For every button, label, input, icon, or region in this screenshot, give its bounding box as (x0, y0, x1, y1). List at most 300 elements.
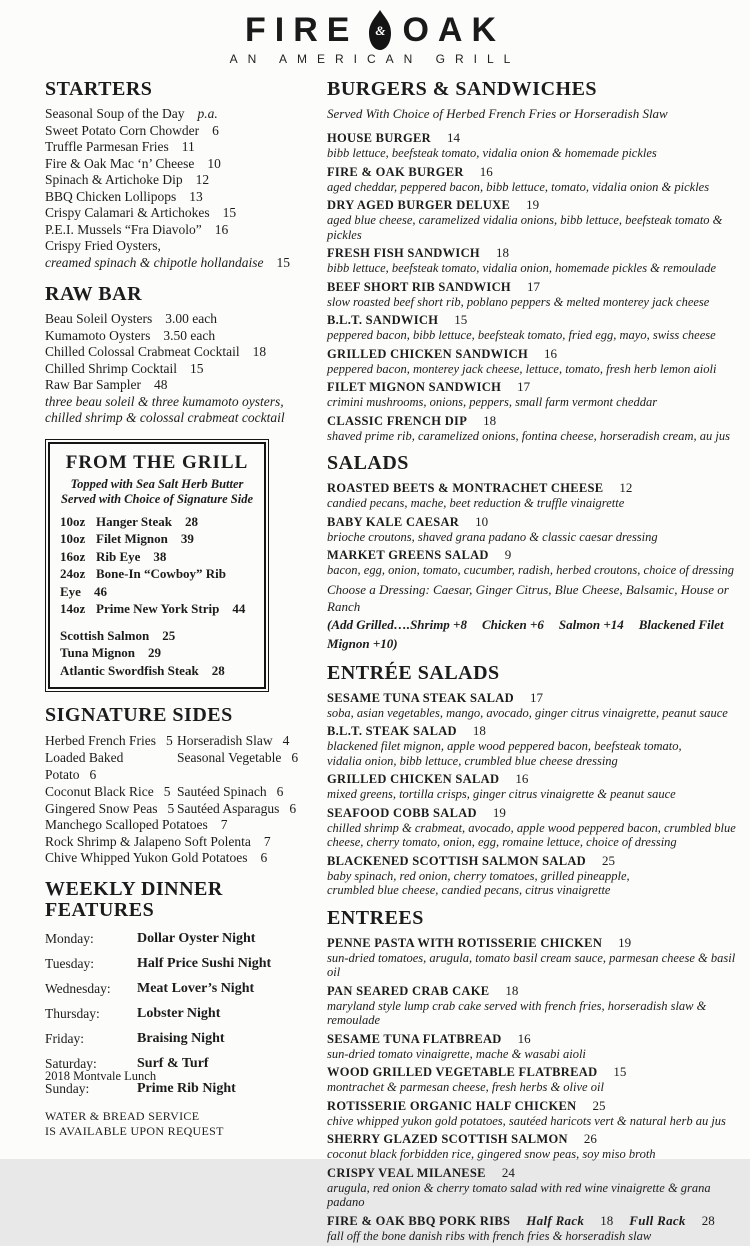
weekly-feature: Lobster Night (137, 1005, 221, 1021)
item-name-line (327, 547, 747, 563)
menu-item (327, 1098, 747, 1129)
full-rack-label: Full Rack (629, 1212, 686, 1228)
item-price: 28 (211, 662, 225, 678)
item-name: Truffle Parmesan Fries (45, 139, 169, 154)
item-price: 16 (214, 221, 229, 237)
sides-heading: SIGNATURE SIDES (45, 704, 233, 726)
item-name-line (327, 1165, 747, 1181)
right-column (327, 78, 747, 1246)
item-name: MARKET GREENS SALAD (327, 548, 489, 562)
service-note-line: IS AVAILABLE UPON REQUEST (45, 1123, 224, 1138)
item-desc: bacon, egg, onion, tomato, cucumber, radish, herbed croutons, choice of dressing (327, 563, 735, 577)
menu-item (45, 850, 315, 867)
menu-item (327, 197, 747, 242)
item-price: 14 (446, 130, 460, 145)
service-note-line: WATER & BREAD SERVICE (45, 1108, 200, 1123)
full-rack-price: 28 (701, 1212, 715, 1228)
menu-item (45, 311, 315, 328)
menu-item (45, 377, 315, 394)
menu-item-ribs (327, 1213, 747, 1244)
item-price: 16 (517, 1030, 531, 1046)
item-name-line (327, 690, 747, 706)
item-price: 16 (543, 345, 557, 361)
item-price: 5 (165, 733, 173, 748)
item-price: 12 (619, 480, 633, 495)
item-price: 4 (282, 733, 290, 748)
weekly-feature: Half Price Sushi Night (137, 955, 272, 971)
logo-subtitle: AN AMERICAN GRILL (229, 52, 521, 66)
side-pair (45, 800, 177, 817)
logo-word-fire: FIRE (244, 10, 359, 49)
item-price: 10 (475, 513, 489, 529)
item-desc: soba, asian vegetables, mango, avocado, ginger citrus vinaigrette, peanut sauce (327, 705, 728, 720)
restaurant-logo (0, 10, 750, 66)
menu-item (327, 245, 747, 276)
item-name: Horseradish Slaw (177, 733, 273, 748)
item-price: 15 (276, 254, 290, 270)
weekly-feature: Meat Lover’s Night (137, 980, 255, 996)
menu-item (327, 853, 747, 898)
item-size: 16oz (60, 548, 86, 564)
item-desc: sun-dried tomatoes, arugula, tomato basil cream sauce, parmesan cheese & basil oil (327, 950, 736, 979)
side-pair (45, 749, 177, 783)
item-desc: fall off the bone danish ribs with french fries & horseradish slaw (327, 1228, 652, 1243)
item-price: 29 (148, 645, 162, 660)
item-name: Sweet Potato Corn Chowder (45, 122, 200, 138)
item-price: 13 (189, 188, 203, 204)
section-from-the-grill (45, 439, 315, 693)
item-desc: chilled shrimp & crabmeat, avocado, apple wood peppered bacon, crumbled blue cheese, cherry tomato, onion, egg, romaine lettuce, choice of dressing (327, 820, 736, 849)
item-name-line (327, 346, 747, 362)
grill-box-inner (48, 442, 266, 690)
item-size: 24oz (60, 566, 86, 581)
side-pair (45, 783, 177, 800)
item-desc: coconut black forbidden rice, gingered snow peas, soy miso broth (327, 1147, 656, 1161)
item-name: Atlantic Swordfish Steak (60, 662, 199, 678)
weekly-row (45, 1001, 315, 1026)
menu-item (45, 817, 315, 834)
item-price: 15 (613, 1064, 627, 1079)
item-name: SEAFOOD COBB SALAD (327, 805, 477, 820)
weekly-day: Wednesday: (45, 980, 111, 996)
item-name: Hanger Steak (96, 513, 172, 529)
item-name: FIRE & OAK BURGER (327, 164, 464, 179)
item-name: SHERRY GLAZED SCOTTISH SALMON (327, 1132, 568, 1146)
grill-fish-group (60, 627, 254, 680)
item-size: 10oz (60, 531, 86, 546)
weekly-heading: WEEKLY DINNER FEATURES (45, 877, 223, 921)
item-price: 26 (583, 1131, 597, 1146)
item-name: P.E.I. Mussels “Fra Diavolo” (45, 221, 202, 237)
grill-subtitle: Topped with Sea Salt Herb Butter (70, 476, 244, 491)
item-name: CLASSIC FRENCH DIP (327, 413, 468, 428)
item-price: 15 (222, 205, 237, 220)
menu-item (327, 164, 747, 195)
sides-row (45, 749, 315, 783)
sides-row (45, 783, 315, 800)
menu-item (45, 328, 315, 345)
menu-item (45, 834, 315, 851)
item-name: B.L.T. SANDWICH (327, 313, 439, 327)
item-desc: blackened filet mignon, apple wood peppered bacon, beefsteak tomato, vidalia onion, bibb lettuce, crumbled blue cheese dressing (327, 739, 682, 768)
item-price: 48 (153, 377, 168, 392)
item-price: 11 (181, 139, 195, 154)
item-price: 18 (505, 982, 519, 998)
item-price: 3.50 each (163, 327, 216, 343)
menu-item (327, 514, 747, 545)
menu-item (45, 139, 315, 156)
menu-item (45, 361, 315, 378)
left-column (45, 78, 315, 1151)
item-size: 10oz (60, 513, 86, 529)
weekly-day: Sunday: (45, 1080, 90, 1096)
item-price: 24 (501, 1164, 515, 1180)
item-desc: peppered bacon, bibb lettuce, beefsteak tomato, fried egg, mayo, swiss cheese (327, 328, 716, 342)
raw-bar-note: three beau soleil & three kumamoto oysters, (45, 393, 284, 409)
item-price: 15 (454, 312, 468, 327)
flame-icon (368, 10, 392, 50)
menu-item (327, 379, 747, 410)
item-name: Bone-In “Cowboy” Rib Eye (60, 566, 227, 599)
item-name: FILET MIGNON SANDWICH (327, 380, 502, 394)
item-name: DRY AGED BURGER DELUXE (327, 198, 511, 212)
item-name: Manchego Scalloped Potatoes (45, 817, 208, 832)
item-name: Rock Shrimp & Jalapeno Soft Polenta (45, 833, 251, 849)
item-name-line (327, 1098, 747, 1114)
item-price: 16 (479, 163, 493, 179)
item-price: 25 (592, 1097, 606, 1113)
item-size: 14oz (60, 601, 86, 616)
menu-item (327, 690, 747, 721)
item-price: 5 (163, 784, 171, 799)
side-pair (177, 749, 298, 783)
item-name-line (327, 245, 747, 261)
menu-item (45, 172, 315, 189)
menu-item (327, 413, 747, 444)
item-name-line (327, 805, 747, 821)
item-desc: bibb lettuce, beefsteak tomato, vidalia onion, homemade pickles & remoulade (327, 261, 717, 275)
item-name: Sautéed Spinach (177, 784, 267, 799)
item-price: p.a. (197, 106, 218, 121)
item-name: CRISPY VEAL MILANESE (327, 1165, 486, 1180)
item-price: 17 (529, 689, 543, 705)
menu-item (327, 547, 747, 578)
item-name: Scottish Salmon (60, 627, 150, 643)
menu-item (45, 205, 315, 222)
logo-ampersand: & (375, 22, 386, 38)
item-price: 19 (492, 804, 506, 820)
item-name: Prime New York Strip (96, 601, 220, 616)
menu-item (60, 644, 254, 662)
side-pair (177, 800, 296, 817)
side-pair (177, 783, 283, 800)
logo-row (0, 10, 750, 50)
item-name: Seasonal Soup of the Day (45, 106, 185, 121)
item-name: PENNE PASTA WITH ROTISSERIE CHICKEN (327, 935, 603, 950)
item-name: Rib Eye (96, 548, 141, 564)
menu-item (327, 1064, 747, 1095)
menu-item (327, 723, 747, 768)
item-name-line (327, 1031, 747, 1047)
weekly-row (45, 976, 315, 1001)
menu-item (327, 312, 747, 343)
item-desc: chive whipped yukon gold potatoes, sautéed haricots vert & natural herb au jus (327, 1113, 726, 1128)
item-name: Raw Bar Sampler (45, 377, 141, 392)
grill-subtitle: Served with Choice of Signature Side (60, 491, 254, 506)
item-desc: aged cheddar, peppered bacon, bibb lettuce, tomato, vidalia onion & pickles (327, 179, 710, 194)
menu-item (45, 344, 315, 361)
item-name: Seasonal Vegetable (177, 750, 282, 765)
sides-row (45, 800, 315, 817)
item-price: 10 (207, 155, 221, 171)
item-name: Beau Soleil Oysters (45, 311, 153, 326)
item-name-line (327, 197, 747, 213)
item-price: 46 (93, 583, 107, 599)
item-desc: baby spinach, red onion, cherry tomatoes, grilled pineapple, crumbled blue cheese, candied pecans, citrus vinaigrette (327, 868, 630, 897)
service-note (45, 1109, 315, 1139)
item-name: BBQ Chicken Lollipops (45, 188, 177, 204)
item-price: 3.00 each (165, 311, 217, 326)
grill-box (45, 439, 269, 693)
add-protein-note (327, 615, 747, 653)
menu-item (327, 480, 747, 511)
raw-bar-note: chilled shrimp & colossal crabmeat cocktail (45, 410, 285, 425)
menu-item (327, 279, 747, 310)
menu-item (60, 600, 254, 618)
menu-item (327, 805, 747, 850)
item-price: 19 (526, 197, 540, 212)
item-name: BLACKENED SCOTTISH SALMON SALAD (327, 853, 587, 868)
item-name-line (327, 771, 747, 787)
menu-item (60, 548, 254, 566)
menu-item (327, 1131, 747, 1162)
item-price: 18 (472, 723, 486, 738)
add-option: Salmon +14 (558, 616, 624, 632)
entrees-heading: ENTREES (327, 906, 424, 929)
menu-item (327, 130, 747, 161)
item-name: FIRE & OAK BBQ PORK RIBS (327, 1213, 511, 1228)
burgers-heading: BURGERS & SANDWICHES (327, 78, 598, 100)
menu-item (327, 1031, 747, 1062)
menu-item (60, 565, 254, 600)
dressing-note: Choose a Dressing: Caesar, Ginger Citrus, Blue Cheese, Balsamic, House or Ranch (327, 581, 729, 614)
item-desc: bibb lettuce, beefsteak tomato, vidalia onion & homemade pickles (327, 146, 657, 160)
item-name: Crispy Calamari & Artichokes (45, 205, 210, 220)
item-name: Chive Whipped Yukon Gold Potatoes (45, 850, 248, 865)
menu-item (327, 1165, 747, 1210)
item-desc: peppered bacon, monterey jack cheese, lettuce, tomato, fresh herb lemon aioli (327, 361, 717, 376)
item-price: 17 (517, 379, 531, 394)
item-price: 38 (153, 548, 167, 564)
item-name-line (327, 1213, 747, 1229)
item-name: ROASTED BEETS & MONTRACHET CHEESE (327, 481, 604, 495)
section-starters (45, 78, 315, 271)
menu-item (45, 222, 315, 239)
item-desc: candied pecans, mache, beet reduction & truffle vinaigrette (327, 496, 625, 510)
side-pair (45, 732, 177, 749)
item-price: 6 (260, 850, 268, 865)
item-name: Spinach & Artichoke Dip (45, 172, 183, 187)
item-price: 25 (162, 627, 176, 643)
menu-item (327, 983, 747, 1028)
item-name-line (327, 379, 747, 395)
side-pair (177, 732, 289, 749)
item-name: Gingered Snow Peas (45, 801, 158, 816)
add-prefix: (Add Grilled…. (327, 616, 411, 632)
add-option: Chicken +6 (481, 616, 544, 632)
item-name: Loaded Baked Potato (45, 750, 124, 782)
item-name-line (327, 935, 747, 951)
menu-item (327, 771, 747, 802)
item-price: 6 (291, 750, 299, 765)
weekly-day: Saturday: (45, 1055, 97, 1071)
item-price: 19 (618, 934, 632, 950)
weekly-row (45, 926, 315, 951)
item-name-line (327, 514, 747, 530)
menu-item (60, 530, 254, 548)
item-desc: sun-dried tomato vinaigrette, mache & wasabi aioli (327, 1046, 586, 1061)
item-name: Sautéed Asparagus (177, 801, 280, 816)
item-desc: arugula, red onion & cherry tomato salad with red wine vinaigrette & grana padano (327, 1180, 711, 1209)
entree-salads-heading: ENTRÉE SALADS (327, 661, 500, 684)
add-suffix: ) (393, 635, 398, 651)
menu-item (45, 156, 315, 173)
menu-item (45, 189, 315, 206)
item-price: 18 (483, 412, 497, 428)
item-price: 15 (190, 360, 204, 376)
weekly-row (45, 1026, 315, 1051)
item-price: 18 (495, 245, 509, 260)
item-price: 6 (89, 767, 97, 782)
item-name: HOUSE BURGER (327, 131, 431, 145)
item-price: 25 (602, 852, 616, 868)
weekly-day: Tuesday: (45, 955, 95, 971)
item-desc: aged blue cheese, caramelized vidalia onions, bibb lettuce, beefsteak tomato & pickles (327, 213, 723, 242)
starters-heading: STARTERS (45, 78, 153, 100)
menu-item (60, 513, 254, 531)
weekly-feature: Dollar Oyster Night (137, 930, 256, 946)
raw-bar-heading: RAW BAR (45, 283, 143, 305)
item-desc: creamed spinach & chipotle hollandaise (45, 254, 264, 270)
menu-item (60, 627, 254, 645)
item-name: Herbed French Fries (45, 733, 156, 748)
item-name: FRESH FISH SANDWICH (327, 246, 480, 260)
section-signature-sides (45, 704, 315, 867)
item-name: B.L.T. STEAK SALAD (327, 724, 457, 738)
item-name-line (327, 480, 747, 496)
half-rack-label: Half Rack (526, 1212, 585, 1228)
weekly-day: Friday: (45, 1030, 84, 1046)
item-desc: slow roasted beef short rib, poblano peppers & melted monterey jack cheese (327, 294, 710, 309)
burgers-subheading: Served With Choice of Herbed French Fries or Horseradish Slaw (327, 106, 668, 121)
item-name: GRILLED CHICKEN SANDWICH (327, 346, 528, 361)
item-price: 44 (232, 601, 246, 616)
sides-row (45, 732, 315, 749)
item-name-line (327, 983, 747, 999)
item-price: 6 (212, 122, 219, 138)
item-name-line (327, 413, 747, 429)
menu-item (45, 123, 315, 140)
item-price: 9 (504, 547, 512, 562)
section-weekly-features (45, 879, 315, 1139)
item-price: 16 (515, 771, 529, 786)
item-price: 7 (220, 817, 228, 832)
item-name-line (327, 1131, 747, 1147)
item-price: 17 (526, 278, 540, 294)
grill-heading: FROM THE GRILL (65, 451, 249, 473)
item-price: 5 (167, 801, 175, 816)
weekly-row (45, 951, 315, 976)
section-raw-bar (45, 283, 315, 427)
item-name-line (327, 1064, 747, 1080)
item-name: Crispy Fried Oysters, (45, 238, 161, 253)
weekly-feature: Surf & Turf (137, 1055, 209, 1071)
item-name: Chilled Shrimp Cocktail (45, 360, 177, 376)
item-name: ROTISSERIE ORGANIC HALF CHICKEN (327, 1098, 577, 1113)
menu-item (45, 106, 315, 123)
item-price: 7 (263, 833, 271, 849)
item-name-line (327, 164, 747, 180)
item-desc: shaved prime rib, caramelized onions, fontina cheese, horseradish cream, au jus (327, 428, 730, 443)
item-name: Tuna Mignon (60, 645, 136, 660)
item-desc: crimini mushrooms, onions, peppers, small farm vermont cheddar (327, 395, 658, 409)
menu-item (327, 346, 747, 377)
weekly-day: Thursday: (45, 1005, 100, 1021)
weekly-day: Monday: (45, 930, 94, 946)
weekly-feature: Braising Night (137, 1030, 225, 1046)
add-option: Blackened Filet Mignon +10 (327, 616, 724, 651)
item-price: 39 (180, 531, 194, 546)
menu-item (45, 238, 315, 271)
item-desc: mixed greens, tortilla crisps, ginger citrus vinaigrette & peanut sauce (327, 787, 676, 801)
item-price: 28 (184, 513, 198, 529)
menu-footer: 2018 Montvale Lunch (45, 1069, 157, 1083)
logo-word-oak: OAK (402, 10, 505, 49)
item-name: Kumamoto Oysters (45, 327, 151, 343)
add-option: Shrimp +8 (410, 616, 467, 632)
item-name: Filet Mignon (96, 531, 168, 546)
item-name: BEEF SHORT RIB SANDWICH (327, 279, 511, 294)
item-name: GRILLED CHICKEN SALAD (327, 772, 500, 786)
item-name-line (327, 312, 747, 328)
item-price: 6 (276, 784, 284, 799)
item-desc-line (45, 255, 315, 272)
item-name: WOOD GRILLED VEGETABLE FLATBREAD (327, 1065, 598, 1079)
item-desc: montrachet & parmesan cheese, fresh herbs & olive oil (327, 1080, 604, 1094)
item-price: 18 (252, 344, 267, 359)
item-name: Fire & Oak Mac ‘n’ Cheese (45, 155, 195, 171)
item-name: SESAME TUNA STEAK SALAD (327, 690, 514, 705)
weekly-feature: Prime Rib Night (137, 1080, 236, 1096)
item-price: 6 (289, 801, 297, 816)
menu-item (327, 935, 747, 980)
item-name-line (327, 853, 747, 869)
item-name-line (327, 279, 747, 295)
half-rack-price: 18 (600, 1212, 614, 1228)
item-name: BABY KALE CAESAR (327, 514, 460, 529)
salads-heading: SALADS (327, 452, 409, 474)
item-price: 12 (195, 172, 210, 187)
item-name: Coconut Black Rice (45, 784, 154, 799)
item-name: Chilled Colossal Crabmeat Cocktail (45, 344, 240, 359)
item-desc: maryland style lump crab cake served with french fries, horseradish slaw & remoulade (327, 998, 707, 1027)
item-name: PAN SEARED CRAB CAKE (327, 983, 490, 998)
item-desc: brioche croutons, shaved grana padano & classic caesar dressing (327, 529, 658, 544)
item-name-line (327, 130, 747, 146)
item-name-line (327, 723, 747, 739)
item-name: SESAME TUNA FLATBREAD (327, 1031, 502, 1046)
menu-item (60, 662, 254, 680)
